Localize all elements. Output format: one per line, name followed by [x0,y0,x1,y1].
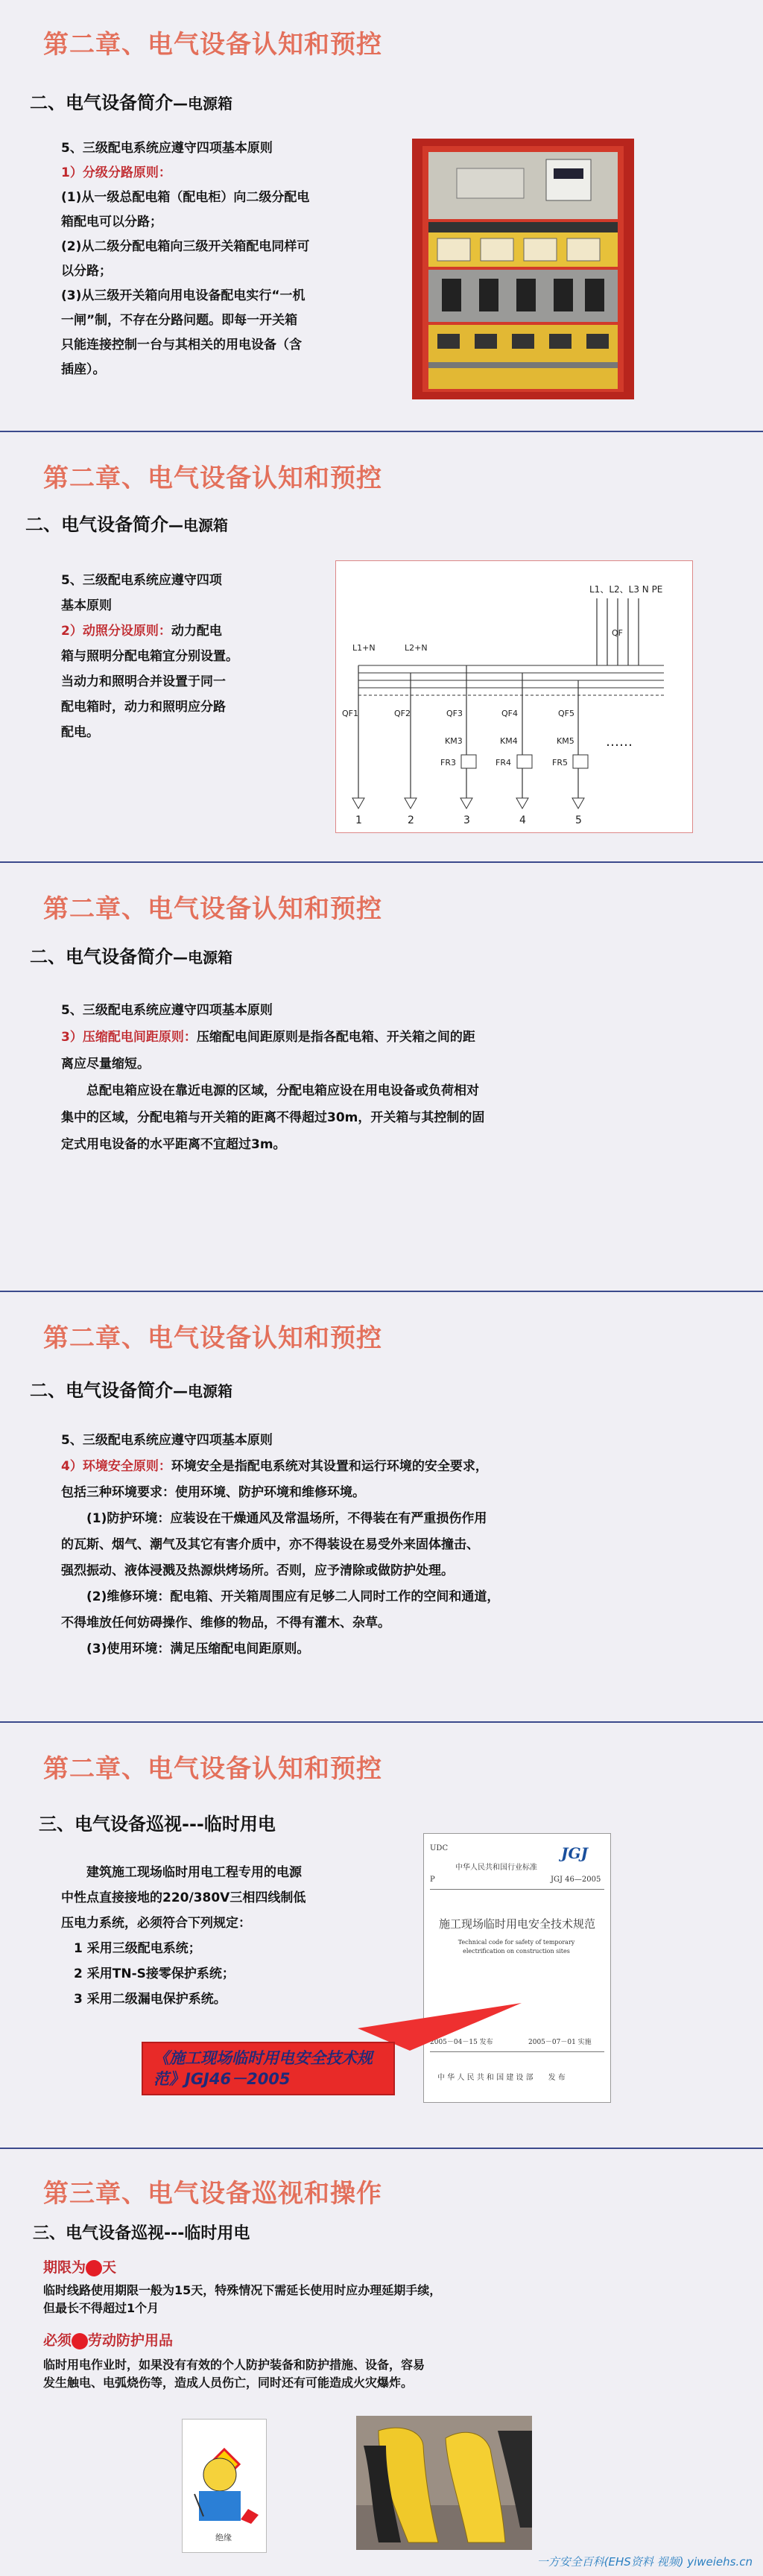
continuation-dots: …… [606,734,633,750]
duration-text [43,2282,441,2317]
chapter-title: 第三章、电气设备巡视和操作 [43,2179,382,2209]
circuit-diagram [335,560,693,833]
breaker-label: QF5 [558,709,574,718]
line: 建筑施工现场临时用电工程专用的电源 [61,1865,302,1880]
line: 一闸”制，不存在分路问题。即每一开关箱 [61,313,298,328]
line: 中性点直接接地的220/380V三相四线制低 [61,1890,306,1905]
line: 发生触电、电弧烧伤等，造成人员伤亡，同时还有可能造成火灾爆炸。 [43,2376,414,2390]
line: 3 采用二级漏电保护系统。 [61,1992,227,2007]
heading-tail: 劳动防护用品 [88,2332,174,2349]
line [61,618,238,644]
subheading: 3）压缩配电间距原则： [61,1030,197,1045]
principle-text [61,1428,717,1662]
line: 配电箱时，动力和照明应分路 [61,700,226,715]
line: 5、三级配电系统应遵守四项基本原则 [61,141,273,156]
breaker-label: QF1 [342,709,358,718]
section-title-main: 二、电气设备简介 [25,514,168,535]
insulation-sign [182,2419,267,2553]
section-title-main: 二、电气设备简介 [30,946,173,967]
line: 5、三级配电系统应遵守四项基本原则 [61,1003,273,1018]
publisher: 中 华 人 民 共 和 国 建 设 部 发 布 [437,2074,566,2082]
line-tail: 环境安全是指配电系统对其设置和运行环境的安全要求， [171,1459,488,1474]
slide-6 [0,2149,763,2576]
ppe-text [43,2356,425,2392]
insulated-gloves-photo [356,2416,532,2550]
line: 基本原则 [61,598,112,613]
subheading: 4）环境安全原则： [61,1459,171,1474]
circuit-number: 4 [519,814,526,826]
section-title [30,942,232,968]
line: 配电。 [61,725,99,740]
line: 不得堆放任何妨碍操作、维修的物品，不得有灌木、杂草。 [61,1615,390,1630]
chapter-title: 第二章、电气设备认知和预控 [43,1754,382,1784]
line [61,1454,717,1480]
section-title: 三、电气设备巡视---临时用电 [33,2224,250,2243]
km-label: KM5 [557,736,574,746]
line: 压电力系统，必须符合下列规定： [61,1916,251,1931]
line: 定式用电设备的水平距离不宜超过3m。 [61,1137,286,1152]
principle-text [61,568,238,745]
heading-text: 必须 [43,2332,72,2349]
line: 的瓦斯、烟气、潮气及其它有害介质中，亦不得装设在易受外来固体撞击、 [61,1537,479,1552]
breaker-label: QF4 [501,709,518,718]
line: (3)使用环境：满足压缩配电间距原则。 [61,1642,310,1656]
slide-2 [0,432,763,863]
line: 包括三种环境要求：使用环境、防护环境和维修环境。 [61,1485,365,1500]
heading-tail: 天 [102,2259,117,2276]
chapter-title: 第二章、电气设备认知和预控 [43,894,382,924]
section-title-main: 二、电气设备简介 [30,92,173,113]
line: (2)从二级分配电箱向三级开关箱配电同样可 [61,239,310,254]
section-title-suffix: —电源箱 [173,95,232,113]
section-title-suffix: —电源箱 [173,1382,232,1400]
footer-watermark: 一方安全百科(EHS资料 视频) yiweiehs.cn [536,2555,753,2569]
redaction-mark [72,2333,88,2349]
line: 当动力和照明合并设置于同一 [61,674,226,689]
qf-label: QF [612,628,623,638]
line: 箱与照明分配电箱宜分别设置。 [61,649,238,664]
chapter-title: 第二章、电气设备认知和预控 [43,1323,382,1353]
line: 5、三级配电系统应遵守四项 [61,573,222,588]
line: 离应尽量缩短。 [61,1057,150,1072]
km-label: KM3 [445,736,463,746]
fr-label: FR3 [440,758,456,768]
book-title-en: Technical code for safety of temporary electrification on construction sites [458,1939,575,1955]
slide-5 [0,1723,763,2149]
section-title-suffix: —电源箱 [168,516,228,534]
line: 强烈振动、液体浸溅及热源烘烤场所。否则，应予清除或做防护处理。 [61,1563,454,1578]
duration-heading [43,2256,116,2276]
sign-label: 绝缘 [215,2533,232,2542]
km-label: KM4 [500,736,518,746]
principle-text [61,136,309,382]
issue-date: 2005－04－15 发布 [430,2039,493,2046]
line: (1)从一级总配电箱（配电柜）向二级分配电 [61,190,310,205]
line-tail: 动力配电 [171,624,222,639]
slide-1 [0,0,763,432]
line: (3)从三级开关箱向用电设备配电实行“一机 [61,288,305,303]
line: 但最长不得超过1个月 [43,2301,159,2315]
fr-label: FR5 [552,758,568,768]
heading-text: 期限为 [43,2259,86,2276]
line: 以分路； [61,264,112,279]
jgj-logo: JGJ [561,1844,589,1862]
section-title [25,510,228,536]
subheading: 2）动照分设原则： [61,624,171,639]
book-title-cn: 施工现场临时用电安全技术规范 [439,1917,596,1931]
chapter-title: 第二章、电气设备认知和预控 [43,463,382,493]
line: 5、三级配电系统应遵守四项基本原则 [61,1433,273,1448]
breaker-label: QF3 [446,709,463,718]
fr-label: FR4 [496,758,511,768]
standard-type: 中华人民共和国行业标准 [455,1864,537,1872]
section-title-main: 二、电气设备简介 [30,1380,173,1401]
section-title [30,88,232,114]
subheading: 1）分级分路原则： [61,165,171,180]
section-title [30,1376,232,1402]
line: (1)防护环境：应装设在干燥通风及常温场所，不得装在有严重损伤作用 [61,1511,487,1526]
line: 只能连接控制一台与其相关的用电设备（含 [61,338,302,352]
standard-callout [142,2042,395,2095]
callout-text: 《施工现场临时用电安全技术规范》JGJ46－2005 [153,2049,373,2088]
redaction-mark [86,2260,102,2276]
divider [430,1889,604,1890]
section-title-suffix: —电源箱 [173,949,232,966]
udc-label: UDC [430,1844,449,1852]
ppe-heading [43,2329,173,2349]
section-title: 三、电气设备巡视---临时用电 [39,1814,276,1835]
line-tail: 压缩配电间距原则是指各配电箱、开关箱之间的距 [196,1030,475,1045]
line [61,1024,717,1051]
breaker-label: QF2 [394,709,411,718]
line: 临时用电作业时，如果没有有效的个人防护装备和防护措施、设备，容易 [43,2358,425,2372]
distribution-box-photo [412,139,634,399]
line: 临时线路使用期限一般为15天，特殊情况下需延长使用时应办理延期手续， [43,2283,442,2297]
implement-date: 2005－07－01 实施 [528,2039,592,2046]
left-label-2: L2+N [405,643,428,653]
slide-4 [0,1292,763,1723]
circuit-number: 1 [355,814,362,826]
line: 插座）。 [61,362,106,377]
top-label: L1、L2、L3 N PE [589,584,663,595]
circuit-number: 3 [463,814,470,826]
standard-code: JGJ 46—2005 [551,1876,601,1884]
principle-text [61,997,717,1158]
line: 箱配电可以分路； [61,215,162,230]
circuit-number: 2 [408,814,414,826]
chapter-title: 第二章、电气设备认知和预控 [43,30,382,60]
p-label: P [430,1876,435,1884]
circuit-number: 5 [575,814,582,826]
line: 1 采用三级配电系统； [61,1941,201,1956]
line: (2)维修环境：配电箱、开关箱周围应有足够二人同时工作的空间和通道， [61,1589,500,1604]
line: 2 采用TN-S接零保护系统； [61,1966,235,1981]
line: 集中的区域，分配电箱与开关箱的距离不得超过30m，开关箱与其控制的固 [61,1110,485,1125]
line: 总配电箱应设在靠近电源的区域，分配电箱应设在用电设备或负荷相对 [61,1083,479,1098]
left-label-1: L1+N [352,643,376,653]
slide-3 [0,863,763,1292]
